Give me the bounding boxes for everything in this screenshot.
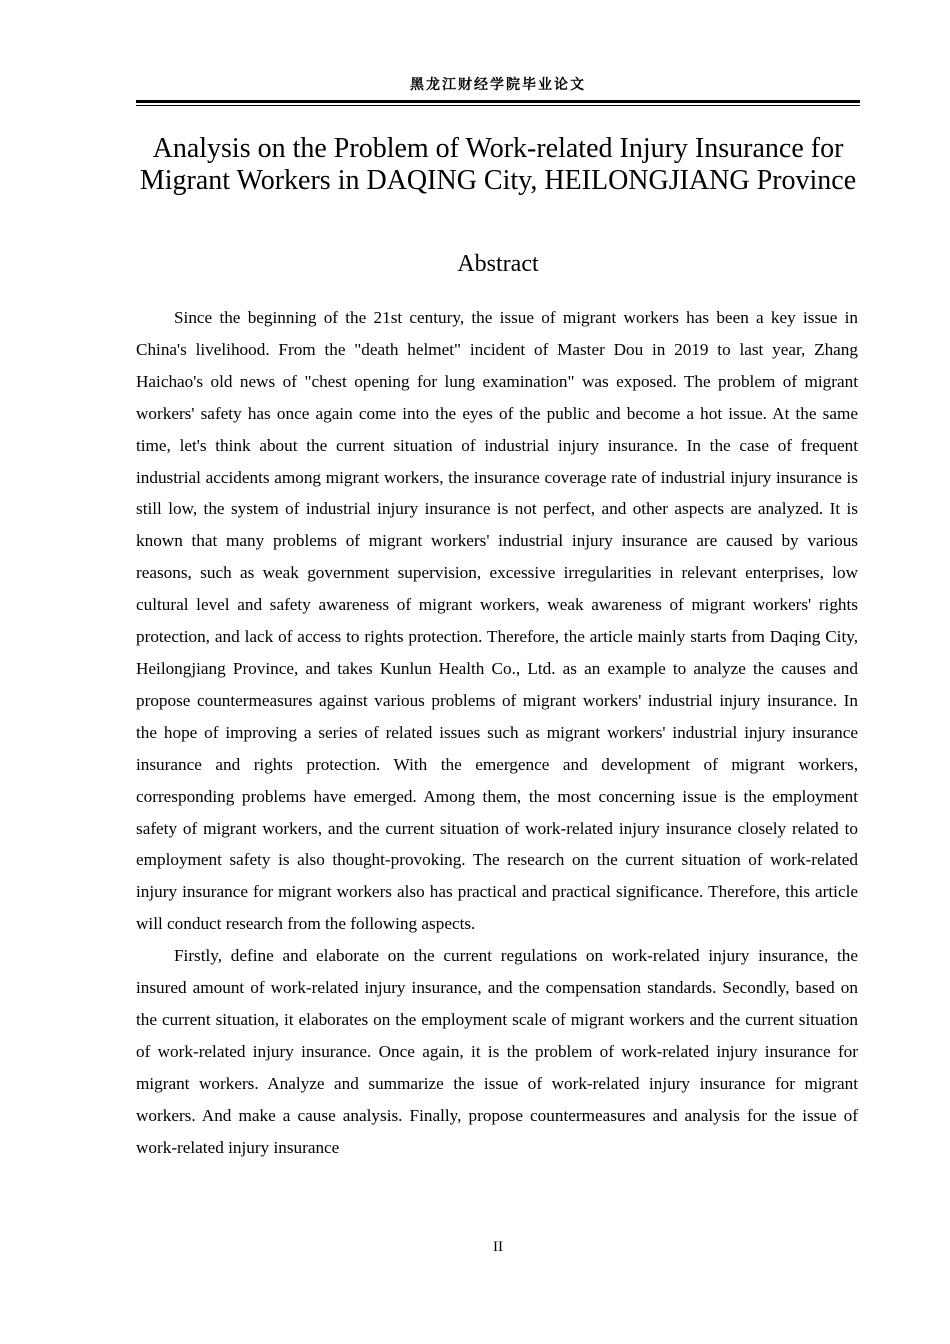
abstract-body bbox=[136, 302, 858, 1163]
abstract-paragraph-1: Since the beginning of the 21st century, the issue of migrant workers has been a key issue in China's livelihood. From the "death helmet" incident of Master Dou in 2019 to last year, Zhang Haichao's old news of "chest opening for lung examination" was exposed. The problem of migrant workers' safety has once again come into the eyes of the public and become a hot issue. At the same time, let's think about the current situation of industrial injury insurance. In the case of frequent industrial accidents among migrant workers, the insurance coverage rate of industrial injury insurance is still low, the system of industrial injury insurance is not perfect, and other aspects are analyzed. It is known that many problems of migrant workers' industrial injury insurance are caused by various reasons, such as weak government supervision, excessive irregularities in relevant enterprises, low cultural level and safety awareness of migrant workers, weak awareness of migrant workers' rights protection, and lack of access to rights protection. Therefore, the article mainly starts from Daqing City, Heilongjiang Province, and takes Kunlun Health Co., Ltd. as an example to analyze the causes and propose countermeasures against various problems of migrant workers' industrial injury insurance. In the hope of improving a series of related issues such as migrant workers' industrial injury insurance insurance and rights protection. With the emergence and development of migrant workers, corresponding problems have emerged. Among them, the most concerning issue is the employment safety of migrant workers, and the current situation of work-related injury insurance closely related to employment safety is also thought-provoking. The research on the current situation of work-related injury insurance for migrant workers also has practical and practical significance. Therefore, this article will conduct research from the following aspects. bbox=[136, 308, 858, 934]
page-number: II bbox=[493, 1239, 503, 1255]
abstract-paragraph-2: Firstly, define and elaborate on the current regulations on work-related injury insurance, the insured amount of work-related injury insurance, and the compensation standards. Secondly, based on the current situation, it elaborates on the employment scale of migrant workers and the current situation of work-related injury insurance. Once again, it is the problem of work-related injury insurance for migrant workers. Analyze and summarize the issue of work-related injury insurance for migrant workers. And make a cause analysis. Finally, propose countermeasures and analysis for the issue of work-related injury insurance bbox=[136, 946, 858, 1157]
abstract-heading: Abstract bbox=[457, 251, 539, 277]
paper-title: Analysis on the Problem of Work-related Injury Insurance for Migrant Workers in DAQING City, HEILONGJIANG Province bbox=[139, 133, 857, 196]
header-rule-thick bbox=[136, 100, 860, 103]
header-rule-thin bbox=[136, 105, 860, 106]
running-header: 黑龙江财经学院毕业论文 bbox=[410, 77, 586, 93]
